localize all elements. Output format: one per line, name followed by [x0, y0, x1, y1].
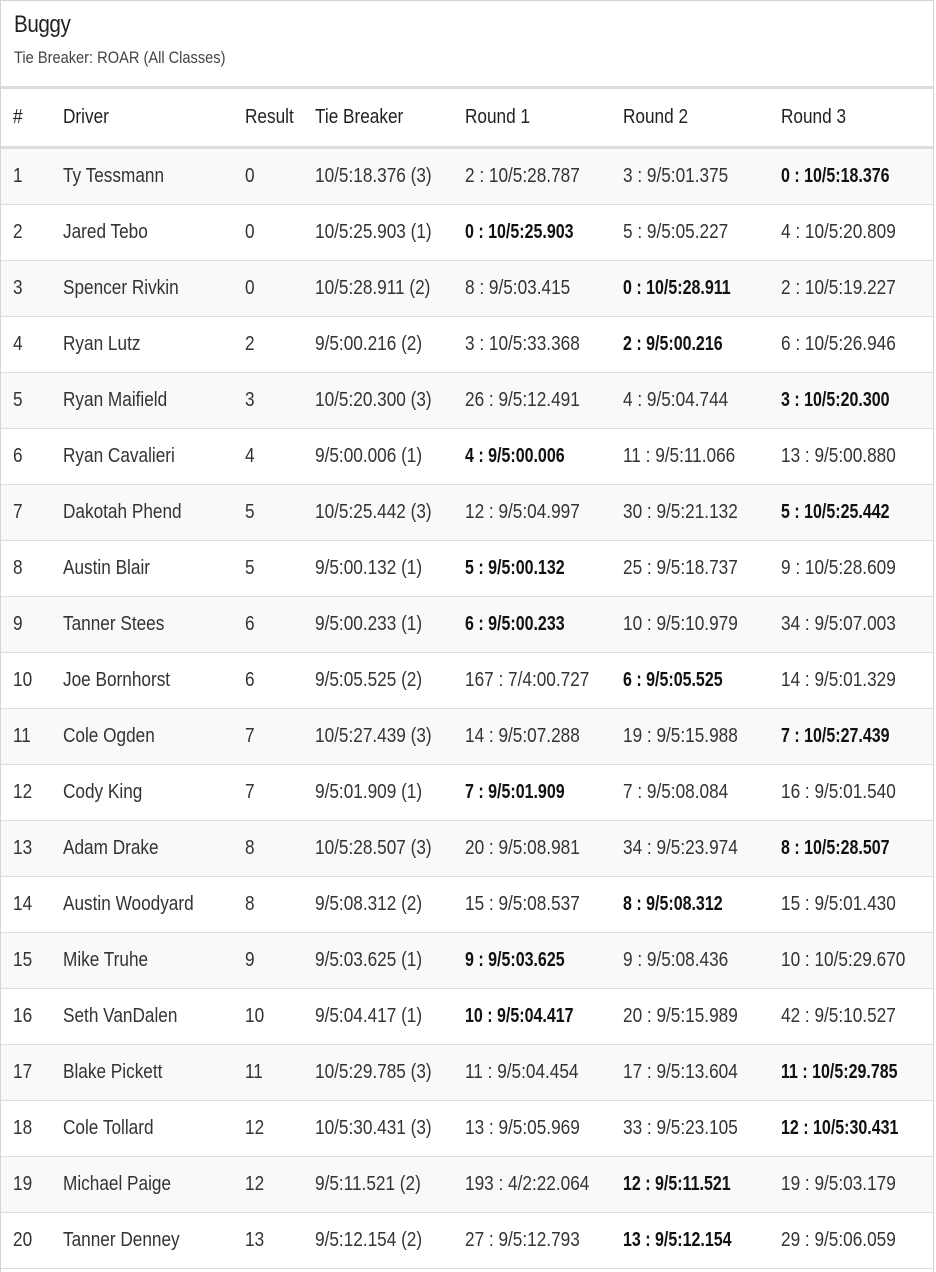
- round-1-cell: 9 : 9/5:03.625: [453, 933, 611, 989]
- result-cell: 3: [233, 373, 303, 429]
- table-row: [1, 1101, 933, 1157]
- driver-name[interactable]: Austin Blair: [51, 541, 233, 597]
- table-row: [1, 821, 933, 877]
- round-3-cell: 0 : 10/5:18.376: [769, 148, 933, 205]
- tie-breaker-cell: 10/5:29.785 (3): [303, 1045, 453, 1101]
- round-2-cell: 9 : 9/5:08.436: [611, 933, 769, 989]
- round-2-cell: 3 : 9/5:01.375: [611, 148, 769, 205]
- round-1-cell: 167 : 7/4:00.727: [453, 653, 611, 709]
- results-table: [1, 89, 933, 1269]
- round-1-cell: 3 : 10/5:33.368: [453, 317, 611, 373]
- position-cell: 19: [1, 1157, 51, 1213]
- table-row: [1, 877, 933, 933]
- class-title: Buggy: [14, 11, 71, 38]
- result-cell: 10: [233, 989, 303, 1045]
- round-1-cell: 10 : 9/5:04.417: [453, 989, 611, 1045]
- table-row: [1, 1045, 933, 1101]
- round-2-cell: 30 : 9/5:21.132: [611, 485, 769, 541]
- round-2-cell: 20 : 9/5:15.989: [611, 989, 769, 1045]
- round-3-cell: 29 : 9/5:06.059: [769, 1213, 933, 1269]
- position-cell: 1: [1, 148, 51, 205]
- result-cell: 0: [233, 205, 303, 261]
- round-1-cell: 6 : 9/5:00.233: [453, 597, 611, 653]
- result-cell: 11: [233, 1045, 303, 1101]
- position-cell: 9: [1, 597, 51, 653]
- position-cell: 8: [1, 541, 51, 597]
- result-cell: 13: [233, 1213, 303, 1269]
- round-2-cell: 5 : 9/5:05.227: [611, 205, 769, 261]
- driver-name[interactable]: Austin Woodyard: [51, 877, 233, 933]
- round-2-cell: 25 : 9/5:18.737: [611, 541, 769, 597]
- round-1-cell: 8 : 9/5:03.415: [453, 261, 611, 317]
- round-3-cell: 42 : 9/5:10.527: [769, 989, 933, 1045]
- round-3-cell: 4 : 10/5:20.809: [769, 205, 933, 261]
- table-header-row: [1, 89, 933, 148]
- round-1-cell: 193 : 4/2:22.064: [453, 1157, 611, 1213]
- round-2-cell: 0 : 10/5:28.911: [611, 261, 769, 317]
- driver-name[interactable]: Ryan Maifield: [51, 373, 233, 429]
- column-header-driver[interactable]: Driver: [51, 89, 233, 148]
- position-cell: 6: [1, 429, 51, 485]
- driver-name[interactable]: Spencer Rivkin: [51, 261, 233, 317]
- driver-name[interactable]: Seth VanDalen: [51, 989, 233, 1045]
- result-cell: 8: [233, 821, 303, 877]
- round-3-cell: 6 : 10/5:26.946: [769, 317, 933, 373]
- tie-breaker-cell: 10/5:27.439 (3): [303, 709, 453, 765]
- position-cell: 2: [1, 205, 51, 261]
- position-cell: 4: [1, 317, 51, 373]
- tie-breaker-cell: 9/5:03.625 (1): [303, 933, 453, 989]
- round-3-cell: 14 : 9/5:01.329: [769, 653, 933, 709]
- round-2-cell: 7 : 9/5:08.084: [611, 765, 769, 821]
- round-1-cell: 11 : 9/5:04.454: [453, 1045, 611, 1101]
- round-1-cell: 26 : 9/5:12.491: [453, 373, 611, 429]
- tie-breaker-cell: 9/5:00.216 (2): [303, 317, 453, 373]
- round-1-cell: 5 : 9/5:00.132: [453, 541, 611, 597]
- position-cell: 13: [1, 821, 51, 877]
- position-cell: 3: [1, 261, 51, 317]
- result-cell: 5: [233, 485, 303, 541]
- tie-breaker-cell: 9/5:00.132 (1): [303, 541, 453, 597]
- result-cell: 12: [233, 1101, 303, 1157]
- round-1-cell: 4 : 9/5:00.006: [453, 429, 611, 485]
- result-cell: 5: [233, 541, 303, 597]
- table-row: [1, 1213, 933, 1269]
- table-row: [1, 148, 933, 205]
- column-header-round-3[interactable]: Round 3: [769, 89, 933, 148]
- position-cell: 15: [1, 933, 51, 989]
- result-cell: 2: [233, 317, 303, 373]
- result-cell: 6: [233, 653, 303, 709]
- round-3-cell: 8 : 10/5:28.507: [769, 821, 933, 877]
- table-row: [1, 597, 933, 653]
- round-3-cell: 10 : 10/5:29.670: [769, 933, 933, 989]
- column-header-round-1[interactable]: Round 1: [453, 89, 611, 148]
- round-2-cell: 19 : 9/5:15.988: [611, 709, 769, 765]
- driver-name[interactable]: Tanner Denney: [51, 1213, 233, 1269]
- round-1-cell: 14 : 9/5:07.288: [453, 709, 611, 765]
- round-1-cell: 0 : 10/5:25.903: [453, 205, 611, 261]
- result-cell: 8: [233, 877, 303, 933]
- table-row: [1, 989, 933, 1045]
- column-header-result[interactable]: Result: [233, 89, 303, 148]
- table-row: [1, 1157, 933, 1213]
- round-3-cell: 2 : 10/5:19.227: [769, 261, 933, 317]
- result-cell: 7: [233, 709, 303, 765]
- round-1-cell: 12 : 9/5:04.997: [453, 485, 611, 541]
- table-row: [1, 373, 933, 429]
- driver-name[interactable]: Cole Tollard: [51, 1101, 233, 1157]
- round-3-cell: 12 : 10/5:30.431: [769, 1101, 933, 1157]
- column-header-tie-breaker[interactable]: Tie Breaker: [303, 89, 453, 148]
- round-2-cell: 17 : 9/5:13.604: [611, 1045, 769, 1101]
- round-3-cell: 5 : 10/5:25.442: [769, 485, 933, 541]
- driver-name[interactable]: Mike Truhe: [51, 933, 233, 989]
- round-3-cell: 9 : 10/5:28.609: [769, 541, 933, 597]
- driver-name[interactable]: Tanner Stees: [51, 597, 233, 653]
- tie-breaker-cell: 10/5:28.507 (3): [303, 821, 453, 877]
- position-cell: 5: [1, 373, 51, 429]
- position-cell: 18: [1, 1101, 51, 1157]
- tie-breaker-cell: 9/5:01.909 (1): [303, 765, 453, 821]
- round-2-cell: 2 : 9/5:00.216: [611, 317, 769, 373]
- round-2-cell: 8 : 9/5:08.312: [611, 877, 769, 933]
- tie-breaker-cell: 9/5:11.521 (2): [303, 1157, 453, 1213]
- position-cell: 20: [1, 1213, 51, 1269]
- round-2-cell: 13 : 9/5:12.154: [611, 1213, 769, 1269]
- round-2-cell: 10 : 9/5:10.979: [611, 597, 769, 653]
- tie-breaker-cell: 9/5:12.154 (2): [303, 1213, 453, 1269]
- tie-breaker-cell: 10/5:28.911 (2): [303, 261, 453, 317]
- table-row: [1, 933, 933, 989]
- result-cell: 4: [233, 429, 303, 485]
- table-row: [1, 709, 933, 765]
- result-cell: 0: [233, 148, 303, 205]
- round-3-cell: 7 : 10/5:27.439: [769, 709, 933, 765]
- table-row: [1, 429, 933, 485]
- tie-breaker-cell: 9/5:00.006 (1): [303, 429, 453, 485]
- table-row: [1, 765, 933, 821]
- round-2-cell: 6 : 9/5:05.525: [611, 653, 769, 709]
- driver-name[interactable]: Joe Bornhorst: [51, 653, 233, 709]
- round-1-cell: 20 : 9/5:08.981: [453, 821, 611, 877]
- driver-name[interactable]: Cody King: [51, 765, 233, 821]
- driver-name[interactable]: Ryan Cavalieri: [51, 429, 233, 485]
- round-3-cell: 15 : 9/5:01.430: [769, 877, 933, 933]
- position-cell: 16: [1, 989, 51, 1045]
- result-cell: 0: [233, 261, 303, 317]
- position-cell: 7: [1, 485, 51, 541]
- tie-breaker-cell: 10/5:25.442 (3): [303, 485, 453, 541]
- result-cell: 6: [233, 597, 303, 653]
- tie-breaker-subtitle: Tie Breaker: ROAR (All Classes): [14, 48, 226, 67]
- round-1-cell: 2 : 10/5:28.787: [453, 148, 611, 205]
- tie-breaker-cell: 9/5:04.417 (1): [303, 989, 453, 1045]
- driver-name[interactable]: Cole Ogden: [51, 709, 233, 765]
- tie-breaker-cell: 9/5:00.233 (1): [303, 597, 453, 653]
- tie-breaker-cell: 10/5:18.376 (3): [303, 148, 453, 205]
- table-row: [1, 261, 933, 317]
- driver-name[interactable]: Adam Drake: [51, 821, 233, 877]
- tie-breaker-cell: 10/5:20.300 (3): [303, 373, 453, 429]
- panel-heading: [1, 1, 933, 89]
- table-row: [1, 653, 933, 709]
- round-1-cell: 13 : 9/5:05.969: [453, 1101, 611, 1157]
- position-cell: 14: [1, 877, 51, 933]
- driver-name[interactable]: Jared Tebo: [51, 205, 233, 261]
- table-row: [1, 205, 933, 261]
- position-cell: 12: [1, 765, 51, 821]
- result-cell: 7: [233, 765, 303, 821]
- tie-breaker-cell: 9/5:08.312 (2): [303, 877, 453, 933]
- driver-name[interactable]: Ryan Lutz: [51, 317, 233, 373]
- results-body: [1, 148, 933, 1269]
- result-cell: 9: [233, 933, 303, 989]
- round-2-cell: 12 : 9/5:11.521: [611, 1157, 769, 1213]
- driver-name[interactable]: Ty Tessmann: [51, 148, 233, 205]
- column-header-round-2[interactable]: Round 2: [611, 89, 769, 148]
- round-2-cell: 34 : 9/5:23.974: [611, 821, 769, 877]
- table-row: [1, 541, 933, 597]
- position-cell: 17: [1, 1045, 51, 1101]
- round-3-cell: 19 : 9/5:03.179: [769, 1157, 933, 1213]
- round-2-cell: 11 : 9/5:11.066: [611, 429, 769, 485]
- result-cell: 12: [233, 1157, 303, 1213]
- round-3-cell: 3 : 10/5:20.300: [769, 373, 933, 429]
- round-1-cell: 27 : 9/5:12.793: [453, 1213, 611, 1269]
- round-2-cell: 4 : 9/5:04.744: [611, 373, 769, 429]
- driver-name[interactable]: Michael Paige: [51, 1157, 233, 1213]
- table-row: [1, 485, 933, 541]
- tie-breaker-cell: 9/5:05.525 (2): [303, 653, 453, 709]
- tie-breaker-cell: 10/5:30.431 (3): [303, 1101, 453, 1157]
- round-1-cell: 15 : 9/5:08.537: [453, 877, 611, 933]
- round-3-cell: 13 : 9/5:00.880: [769, 429, 933, 485]
- round-2-cell: 33 : 9/5:23.105: [611, 1101, 769, 1157]
- driver-name[interactable]: Dakotah Phend: [51, 485, 233, 541]
- round-3-cell: 16 : 9/5:01.540: [769, 765, 933, 821]
- position-cell: 11: [1, 709, 51, 765]
- driver-name[interactable]: Blake Pickett: [51, 1045, 233, 1101]
- position-cell: 10: [1, 653, 51, 709]
- round-3-cell: 34 : 9/5:07.003: [769, 597, 933, 653]
- tie-breaker-cell: 10/5:25.903 (1): [303, 205, 453, 261]
- round-3-cell: 11 : 10/5:29.785: [769, 1045, 933, 1101]
- round-1-cell: 7 : 9/5:01.909: [453, 765, 611, 821]
- column-header-position[interactable]: #: [1, 89, 51, 148]
- table-row: [1, 317, 933, 373]
